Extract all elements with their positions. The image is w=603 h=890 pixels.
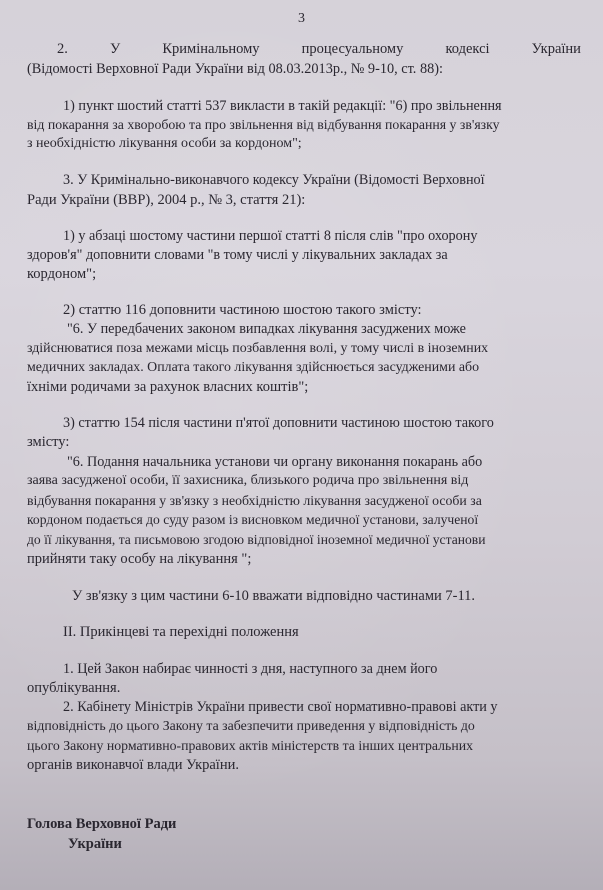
sub-2-line-2: "6. У передбачених законом випадках лікування засуджених може: [67, 321, 466, 337]
section-3-line-2: Ради України (ВВР), 2004 р., № 3, стаття 21):: [27, 192, 306, 208]
sub-3-line-7: до її лікування, та письмовою згодою відповідної іноземної медичної установи: [27, 532, 486, 547]
final-2-line-3: цього Закону нормативно-правових актів міністерств та інших центральних: [27, 738, 474, 753]
final-1-line-2: опублікування.: [27, 680, 121, 696]
renumbering-note: У зв'язку з цим частини 6-10 вважати відповідно частинами 7-11.: [72, 588, 476, 604]
signature-title-line-2: України: [68, 836, 122, 852]
sub-3-line-5: відбування покарання у зв'язку з необхідністю лікування засудженої особи за: [27, 493, 482, 508]
sub-2-line-3: здійснюватися поза межами місць позбавлення волі, у тому числі в іноземних: [27, 341, 489, 356]
sub-1-line-1: 1) у абзаці шостому частини першої статті 8 після слів "про охорону: [63, 228, 478, 244]
sub-3-line-1: 3) статтю 154 після частини п'ятої доповнити частиною шостою такого: [63, 415, 494, 431]
sub-2-line-5: їхніми родичами за рахунок власних коштів";: [27, 379, 309, 395]
sub-2-line-1: 2) статтю 116 доповнити частиною шостою такого змісту:: [63, 302, 422, 318]
page-number: 3: [298, 11, 305, 26]
sub-3-line-2: змісту:: [27, 434, 70, 450]
final-provisions-heading: ІІ. Прикінцеві та перехідні положення: [63, 624, 299, 640]
section-2-heading-line: [57, 39, 581, 59]
section-2-word: Кримінальному: [162, 41, 260, 57]
section-2-word: кодексі: [445, 41, 490, 57]
section-2-source-line: (Відомості Верховної Ради України від 08.03.2013р., № 9-10, ст. 88):: [27, 61, 443, 77]
sub-2-line-4: медичних закладах. Оплата такого лікування здійснюється засудженими або: [27, 360, 480, 375]
sub-3-line-4: заява засудженої особи, її захисника, близького родича про звільнення від: [27, 473, 469, 488]
final-2-line-1: 2. Кабінету Міністрів України привести свої нормативно-правові акти у: [63, 699, 498, 715]
final-2-line-4: органів виконавчої влади України.: [27, 757, 239, 773]
sub-3-line-6: кордоном подається до суду разом із висновком медичної установи, залученої: [27, 512, 479, 527]
section-3-line-1: 3. У Кримінально-виконавчого кодексу України (Відомості Верховної: [63, 172, 485, 188]
section-2-word: У: [109, 41, 121, 57]
final-1-line-1: 1. Цей Закон набирає чинності з дня, наступного за днем його: [63, 661, 438, 677]
sub-3-line-3: "6. Подання начальника установи чи органу виконання покарань або: [67, 454, 483, 470]
item-1-line-2: від покарання за хворобою та про звільнення від відбування покарання у зв'язку: [27, 117, 500, 132]
section-2-word: України: [531, 41, 581, 57]
sub-3-line-8: прийняти таку особу на лікування ";: [27, 551, 252, 567]
section-2-word: процесуальному: [301, 41, 404, 57]
sub-1-line-3: кордоном";: [27, 266, 97, 282]
sub-1-line-2: здоров'я" доповнити словами "в тому числі у лікувальних закладах за: [27, 247, 448, 263]
item-1-line-3: з необхідністю лікування особи за кордоном";: [27, 136, 302, 151]
item-1-line-1: 1) пункт шостий статті 537 викласти в такій редакції: "6) про звільнення: [63, 98, 502, 114]
section-2-word: 2.: [57, 41, 68, 57]
signature-title-line-1: Голова Верховної Ради: [27, 816, 177, 832]
final-2-line-2: відповідність до цього Закону та забезпечити приведення у відповідність до: [27, 718, 475, 733]
